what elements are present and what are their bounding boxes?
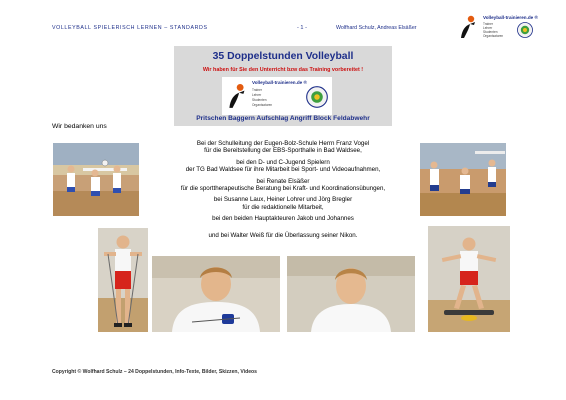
logo-line: Organisatoren xyxy=(483,34,504,38)
ack-line: bei Susanne Laux, Heiner Lohrer und Jörg Bregler xyxy=(213,196,353,204)
photo-gym-players-left xyxy=(53,143,139,216)
ack-line: für die redaktionelle Mitarbeit, xyxy=(242,203,324,211)
banner-logo xyxy=(222,77,332,115)
ack-line: bei den D- und C-Jugend Spielern xyxy=(236,158,330,166)
volleyball-player-logo-icon xyxy=(456,14,482,40)
ack-line: für die sporttherapeutische Beratung bei Kraft- und Koordinationsübungen, xyxy=(180,185,386,193)
ack-line: für die Bereitstellung der EBS-Sporthalle in Bad Waldsee, xyxy=(204,147,362,155)
logo-line: Lehrer xyxy=(483,26,493,30)
logo-line: Lehrer xyxy=(252,93,262,97)
ack-line: der TG Bad Waldsee für ihre Mitarbeit bei Sport- und Videoaufnahmen, xyxy=(185,166,381,174)
ack-line: Bei der Schulleitung der Eugen-Bolz-Schule Herrn Franz Vogel xyxy=(196,140,370,147)
logo-line: Studenten xyxy=(483,30,498,34)
logo-site-name: Volleyball-trainieren.de ® xyxy=(252,80,307,85)
banner-title: 35 Doppelstunden Volleyball xyxy=(212,51,354,62)
logo-line: Trainer xyxy=(252,88,262,92)
ack-line: und bei Walter Weiß für die Überlassung seiner Nikon. xyxy=(208,231,358,239)
photo-boy-balance-board xyxy=(428,226,510,332)
acknowledgements xyxy=(160,140,406,239)
header-authors: Wolfhard Schulz, Andreas Elsäßer xyxy=(336,25,417,31)
seal-icon xyxy=(306,86,328,108)
title-banner xyxy=(174,46,392,126)
photo-gym-players-right xyxy=(420,143,506,216)
logo-line: Studenten xyxy=(252,98,267,102)
thanks-heading: Wir bedanken uns xyxy=(52,123,107,130)
logo-site-name: Volleyball-trainieren.de ® xyxy=(483,15,538,20)
logo-line: Organisatoren xyxy=(252,103,273,107)
seal-icon xyxy=(517,22,533,38)
footer-copyright: Copyright © Wolfhard Schulz – 24 Doppelstunden, Info-Texte, Bilder, Skizzen, Videos xyxy=(52,369,257,375)
logo-line: Trainer xyxy=(483,22,493,26)
banner-skills: Pritschen Baggern Aufschlag Angriff Block Feldabwehr xyxy=(196,115,370,122)
ack-line: bei Renate Elsäßer xyxy=(256,177,310,185)
volleyball-player-logo-icon xyxy=(224,81,252,111)
page-number: - 1 - xyxy=(297,25,307,31)
header-logo xyxy=(456,14,536,40)
banner-subtitle: Wir haben für Sie den Unterricht bzw das Training vorbereitet ! xyxy=(202,67,364,73)
photo-boy-exercise-band xyxy=(98,228,148,332)
photo-boy-portrait-2 xyxy=(287,256,415,332)
header-title: VOLLEYBALL SPIELERISCH LERNEN – STANDARDS xyxy=(52,25,208,31)
photo-boy-portrait-1 xyxy=(152,256,280,332)
ack-line: bei den beiden Hauptakteuren Jakob und Johannes xyxy=(212,215,354,223)
